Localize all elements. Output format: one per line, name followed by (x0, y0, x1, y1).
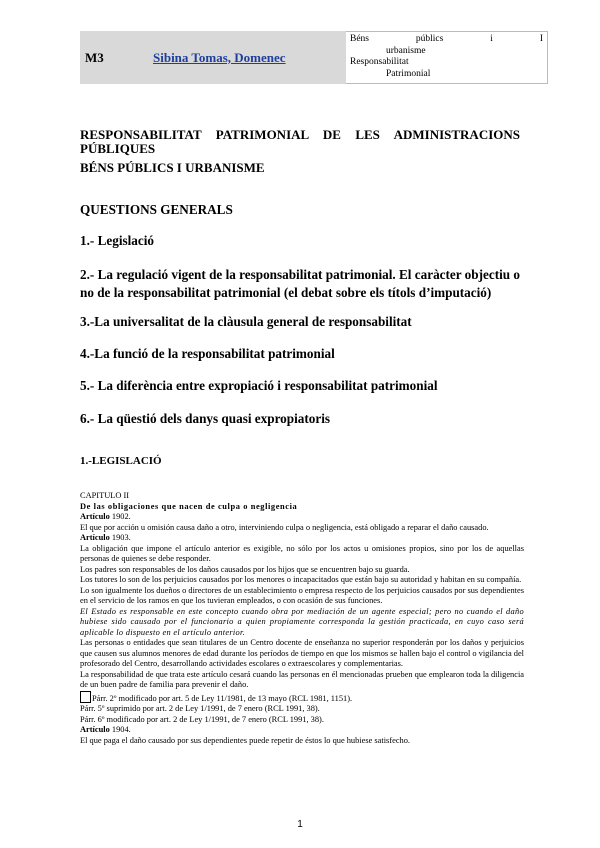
question-item: 6.- La qüestió dels danys quasi expropiatoris (80, 411, 331, 426)
tag-word: urbanisme (386, 45, 426, 56)
document-title-line2: PÚBLIQUES (80, 141, 156, 156)
author-cell (146, 31, 346, 84)
note-box-icon (80, 691, 91, 703)
article-1903: Artículo 1903. (80, 533, 131, 542)
main-content (80, 127, 520, 467)
question-item: 4.-La funció de la responsabilitat patrimonial (80, 346, 335, 361)
author-link[interactable]: Sibina Tomas, Domenec (153, 49, 286, 65)
document-title-line1: RESPONSABILITAT PATRIMONIAL DE LES ADMINISTRACIONS (80, 127, 520, 142)
article-paragraph: La responsabilidad de que trata este artículo cesará cuando las personas en él mencionadas prueben que emplearon toda la diligencia de un buen padre de familia para prevenir el daño. (80, 669, 524, 689)
question-item: 5.- La diferència entre expropiació i responsabilitat patrimonial (80, 378, 438, 393)
tag-word: I (539, 34, 543, 44)
chapter-label: CAPITULO II (80, 491, 130, 500)
module-code: M3 (80, 31, 146, 84)
article-paragraph: La obligación que impone el artículo anterior es exigible, no sólo por los actos u omisiones propios, sino por los de aquellas personas de quienes se debe responder. (80, 543, 524, 563)
amendment-note: Párr. 2º modificado por art. 5 de Ley 11/1981, de 13 mayo (RCL 1981, 1151). (80, 691, 524, 705)
questions-heading: QUESTIONS GENERALS (80, 202, 233, 217)
chapter-title: De las obligaciones que nacen de culpa o negligencia (80, 501, 298, 511)
article-paragraph: Las personas o entidades que sean titulares de un Centro docente de enseñanza no superior responderán por los daños y perjuicios que causen sus alumnos menores de edad durante los períodos de tiempo en que los mismos se hallen bajo el control o vigilancia del profesorado del Centro, desarrollando actividades escolares o extraescolares y complementarias. (80, 638, 524, 668)
tag-word: Béns (350, 34, 369, 44)
article-paragraph-italic: El Estado es responsable en este concepto cuando obra por mediación de un agente especial; pero no cuando el daño hubiese sido causado por el funcionario a quien propiamente corresponda la gestión practicada, en cuyo caso será aplicable lo dispuesto en el artículo anterior. (80, 606, 524, 637)
tag-word: Patrimonial (386, 68, 431, 79)
question-item: 2.- La regulació vigent de la responsabilitat patrimonial. El caràcter objectiu o no de la responsabilitat patrimonial (el debat sobre els títols d’imputació) (80, 267, 520, 300)
article-text: El que por acción u omisión causa daño a otro, interviniendo culpa o negligencia, está obligado a reparar el daño causado. (80, 522, 489, 532)
topic-tags (346, 31, 548, 84)
article-paragraph: Lo son igualmente los dueños o directores de un establecimiento o empresa respecto de los perjuicios causados por sus dependientes en el servicio de los ramos en que los tuvieran empleados, o con ocasión de sus funciones. (80, 585, 524, 605)
document-header (80, 31, 548, 84)
page-number: 1 (297, 819, 303, 830)
question-item: 1.- Legislació (80, 233, 154, 248)
tag-word: Responsabilitat (350, 57, 409, 67)
question-item: 3.-La universalitat de la clàusula general de responsabilitat (80, 314, 412, 329)
article-paragraph: Los tutores lo son de los perjuicios causados por los menores o incapacitados que están bajo su autoridad y habitan en su compañía. (80, 575, 522, 584)
tag-word: i (490, 34, 493, 44)
article-text: El que paga el daño causado por sus dependientes puede repetir de éstos lo que hubiese satisfecho. (80, 735, 411, 745)
amendment-note: Párr. 5º suprimido por art. 2 de Ley 1/1991, de 7 enero (RCL 1991, 38). (80, 704, 320, 713)
article-1904: Artículo 1904. (80, 725, 131, 734)
article-paragraph: Los padres son responsables de los daños causados por los hijos que se encuentren bajo su guarda. (80, 564, 410, 574)
tag-word: públics (415, 34, 444, 44)
legal-text (80, 491, 524, 746)
amendment-note: Párr. 6º modificado por art. 2 de Ley 1/1991, de 7 enero (RCL 1991, 38). (80, 714, 324, 724)
section-heading: 1.-LEGISLACIÓ (80, 455, 162, 467)
article-1902: Artículo 1902. (80, 512, 131, 521)
document-subtitle: BÉNS PÚBLICS I URBANISME (80, 160, 265, 175)
